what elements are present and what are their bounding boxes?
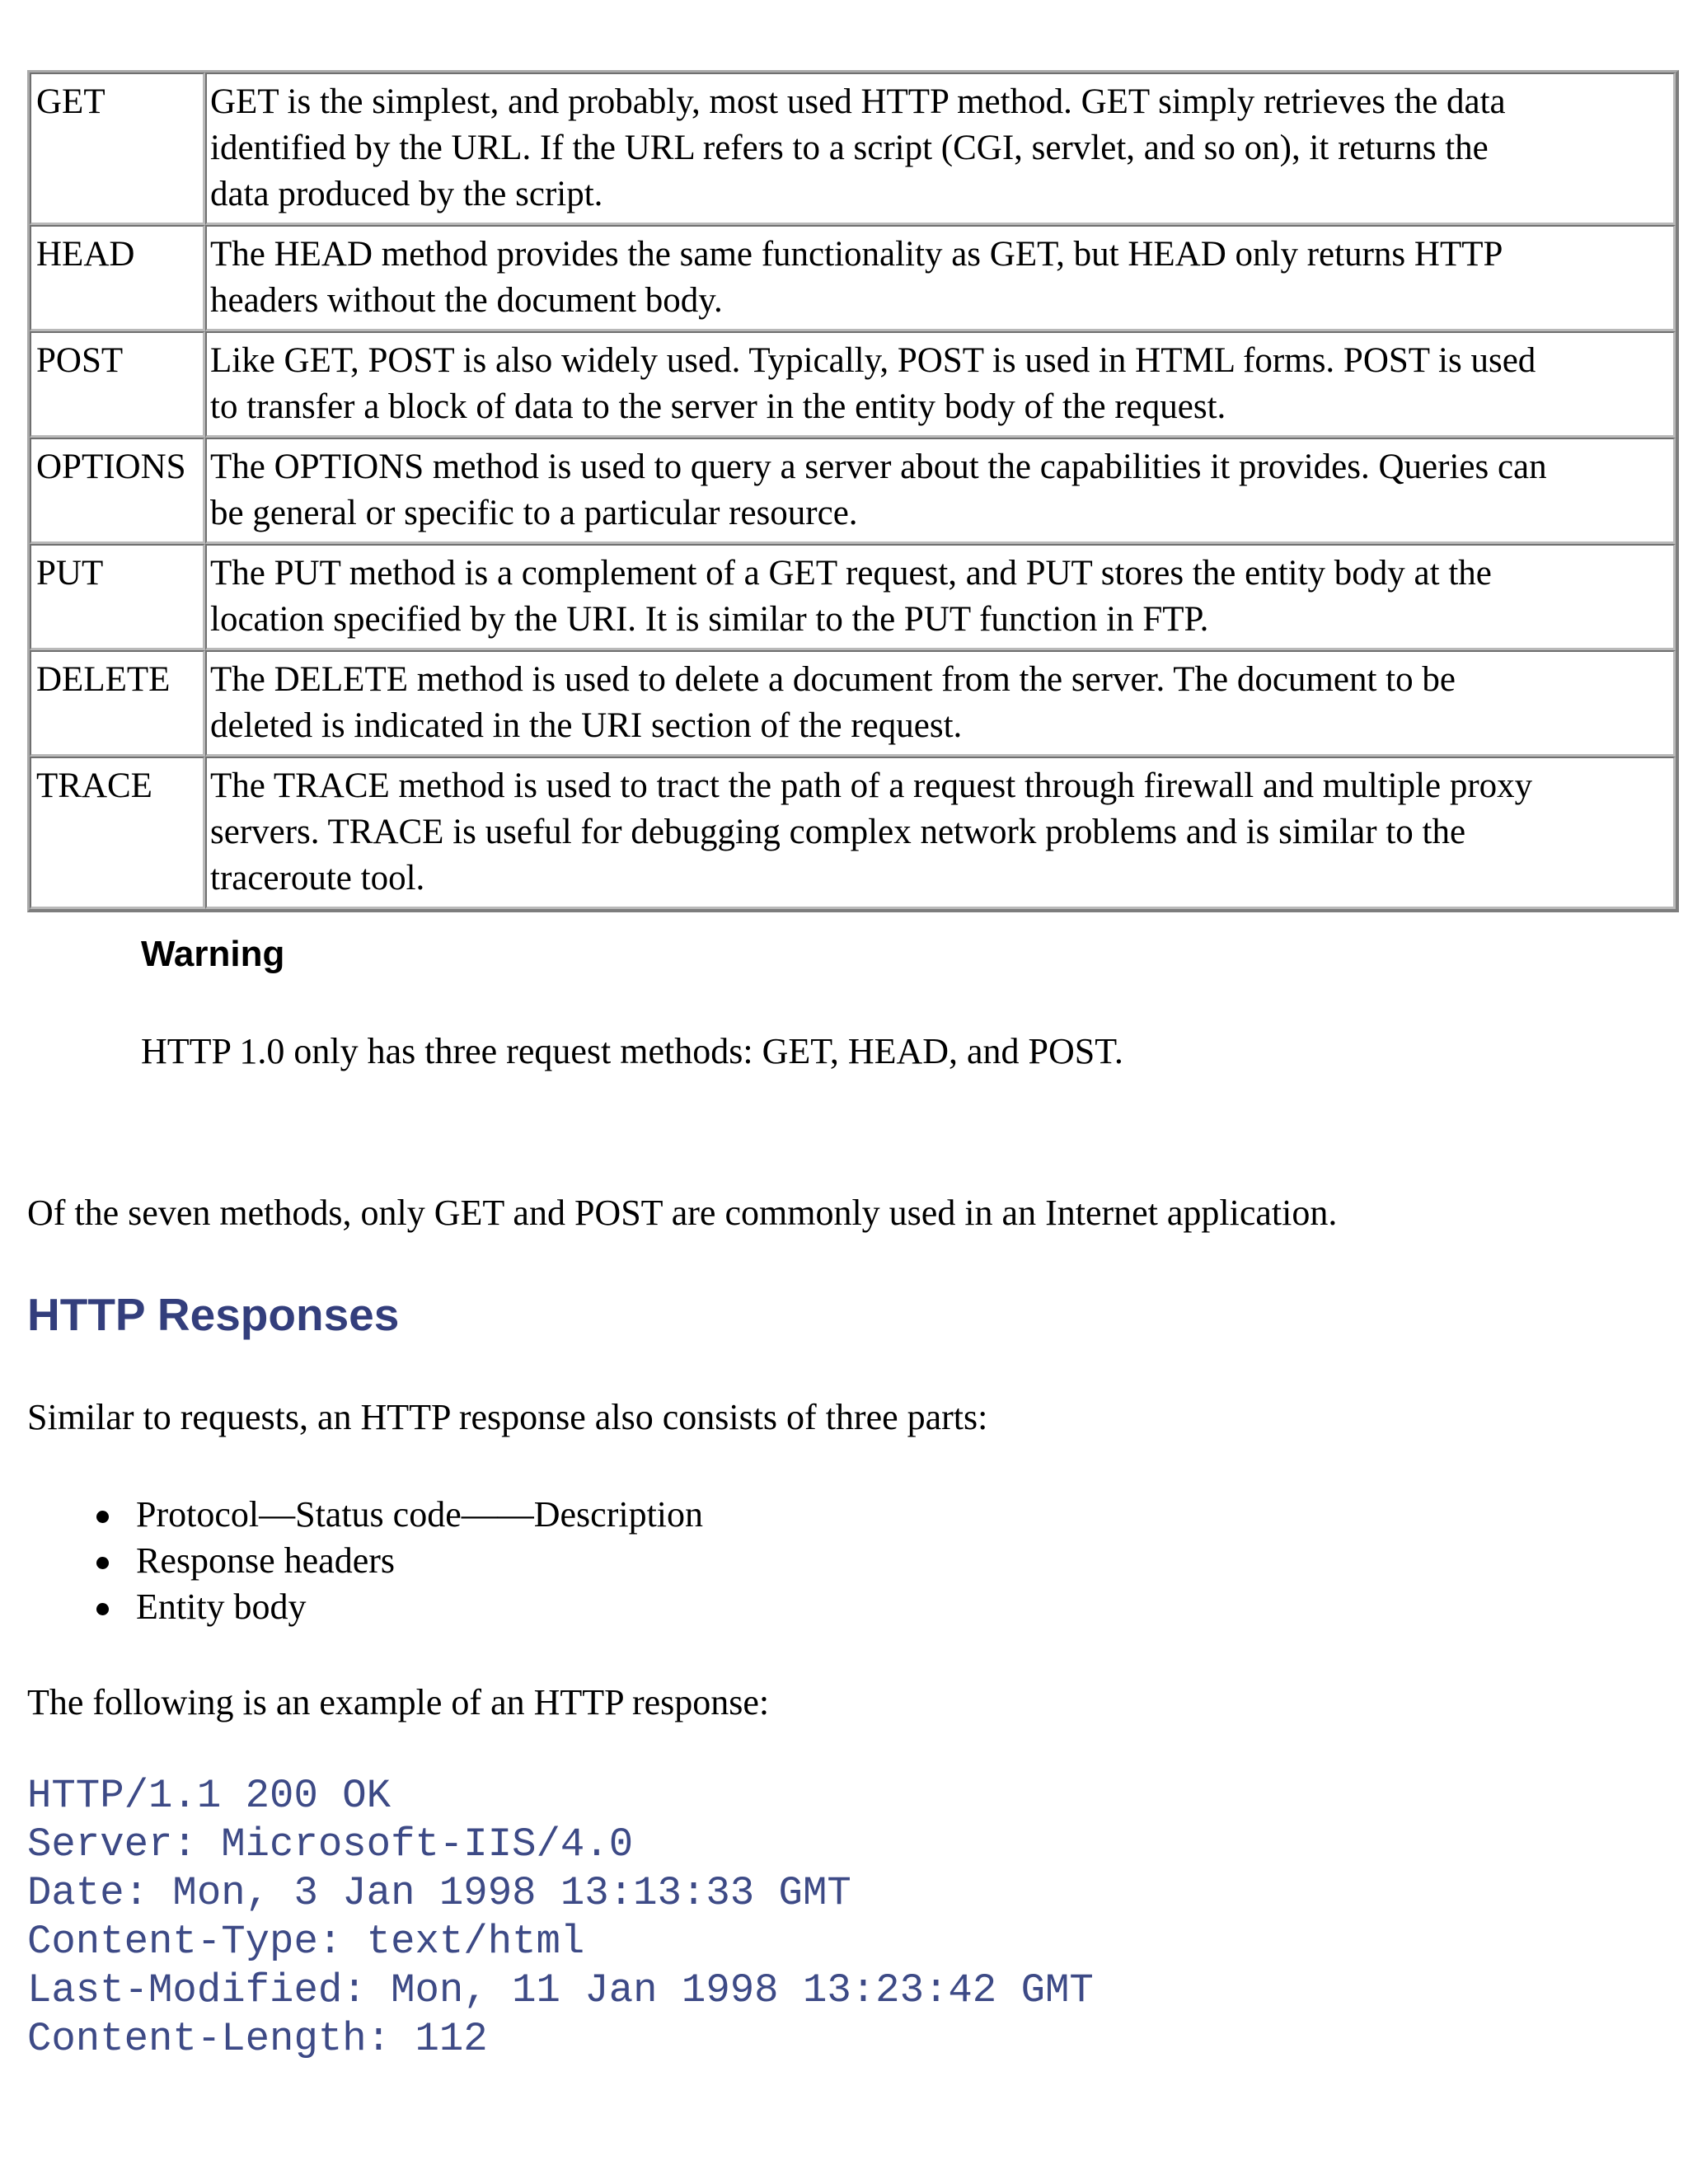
- method-description-cell: [205, 331, 1676, 438]
- description-line: The OPTIONS method is used to query a server about the capabilities it provides. Queries can: [210, 448, 1547, 486]
- list-item: [91, 1538, 703, 1584]
- code-line: Content-Type: text/html: [27, 1919, 585, 1965]
- code-line: Content-Length: 112: [27, 2016, 488, 2062]
- description-line: The PUT method is a complement of a GET request, and PUT stores the entity body at the: [210, 554, 1492, 593]
- code-line: Server: Microsoft-IIS/4.0: [27, 1821, 634, 1868]
- table-row: [30, 73, 1676, 225]
- description-line: deleted is indicated in the URI section of the request.: [210, 706, 963, 745]
- table-row: [30, 757, 1676, 909]
- response-intro-paragraph: Similar to requests, an HTTP response also consists of three parts:: [27, 1397, 988, 1437]
- description-line: GET is the simplest, and probably, most used HTTP method. GET simply retrieves the data: [210, 82, 1506, 121]
- table-row: [30, 331, 1676, 438]
- warning-text: HTTP 1.0 only has three request methods: GET, HEAD, and POST.: [141, 1031, 1123, 1071]
- method-description-cell: [205, 73, 1676, 225]
- method-name-cell: POST: [30, 331, 205, 438]
- table-row: [30, 438, 1676, 544]
- description-line: The TRACE method is used to tract the path of a request through firewall and multiple proxy: [210, 766, 1533, 805]
- description-line: identified by the URL. If the URL refers to a script (CGI, servlet, and so on), it returns the: [210, 129, 1489, 167]
- methods-summary-paragraph: Of the seven methods, only GET and POST are commonly used in an Internet application.: [27, 1193, 1338, 1233]
- section-heading: HTTP Responses: [27, 1289, 400, 1340]
- list-item: [91, 1584, 703, 1630]
- description-line: The DELETE method is used to delete a document from the server. The document to be: [210, 660, 1456, 699]
- description-line: Like GET, POST is also widely used. Typically, POST is used in HTML forms. POST is used: [210, 341, 1536, 380]
- example-intro-paragraph: The following is an example of an HTTP response:: [27, 1682, 770, 1722]
- code-line: HTTP/1.1 200 OK: [27, 1773, 392, 1819]
- code-line: Last-Modified: Mon, 11 Jan 1998 13:23:42 GMT: [27, 1967, 1094, 2013]
- table-row: [30, 225, 1676, 331]
- method-description-cell: [205, 438, 1676, 544]
- method-name-cell: PUT: [30, 544, 205, 650]
- response-parts-list: [91, 1492, 703, 1630]
- method-description-cell: [205, 650, 1676, 757]
- method-description-cell: [205, 757, 1676, 909]
- list-item-text: Protocol—Status code——Description: [136, 1494, 704, 1535]
- bullet-icon: [96, 1603, 109, 1615]
- description-line: The HEAD method provides the same functionality as GET, but HEAD only returns HTTP: [210, 235, 1503, 274]
- method-name-cell: TRACE: [30, 757, 205, 909]
- method-name-cell: GET: [30, 73, 205, 225]
- code-line: Date: Mon, 3 Jan 1998 13:13:33 GMT: [27, 1870, 851, 1916]
- warning-label: Warning: [141, 934, 285, 974]
- description-line: servers. TRACE is useful for debugging complex network problems and is similar to the: [210, 813, 1466, 851]
- method-name-cell: OPTIONS: [30, 438, 205, 544]
- list-item-text: Entity body: [136, 1586, 307, 1627]
- method-description-cell: [205, 225, 1676, 331]
- method-description-cell: [205, 544, 1676, 650]
- table-row: [30, 650, 1676, 757]
- description-line: traceroute tool.: [210, 859, 425, 898]
- method-name-cell: DELETE: [30, 650, 205, 757]
- description-line: location specified by the URI. It is similar to the PUT function in FTP.: [210, 600, 1209, 639]
- bullet-icon: [96, 1511, 109, 1523]
- http-methods-table: [27, 70, 1679, 912]
- description-line: headers without the document body.: [210, 281, 723, 320]
- table-row: [30, 544, 1676, 650]
- description-line: data produced by the script.: [210, 175, 603, 213]
- list-item-text: Response headers: [136, 1540, 396, 1581]
- http-response-code-block: [27, 1772, 1094, 2064]
- list-item: [91, 1492, 703, 1538]
- method-name-cell: HEAD: [30, 225, 205, 331]
- description-line: be general or specific to a particular resource.: [210, 494, 858, 532]
- description-line: to transfer a block of data to the server in the entity body of the request.: [210, 387, 1226, 426]
- bullet-icon: [96, 1557, 109, 1569]
